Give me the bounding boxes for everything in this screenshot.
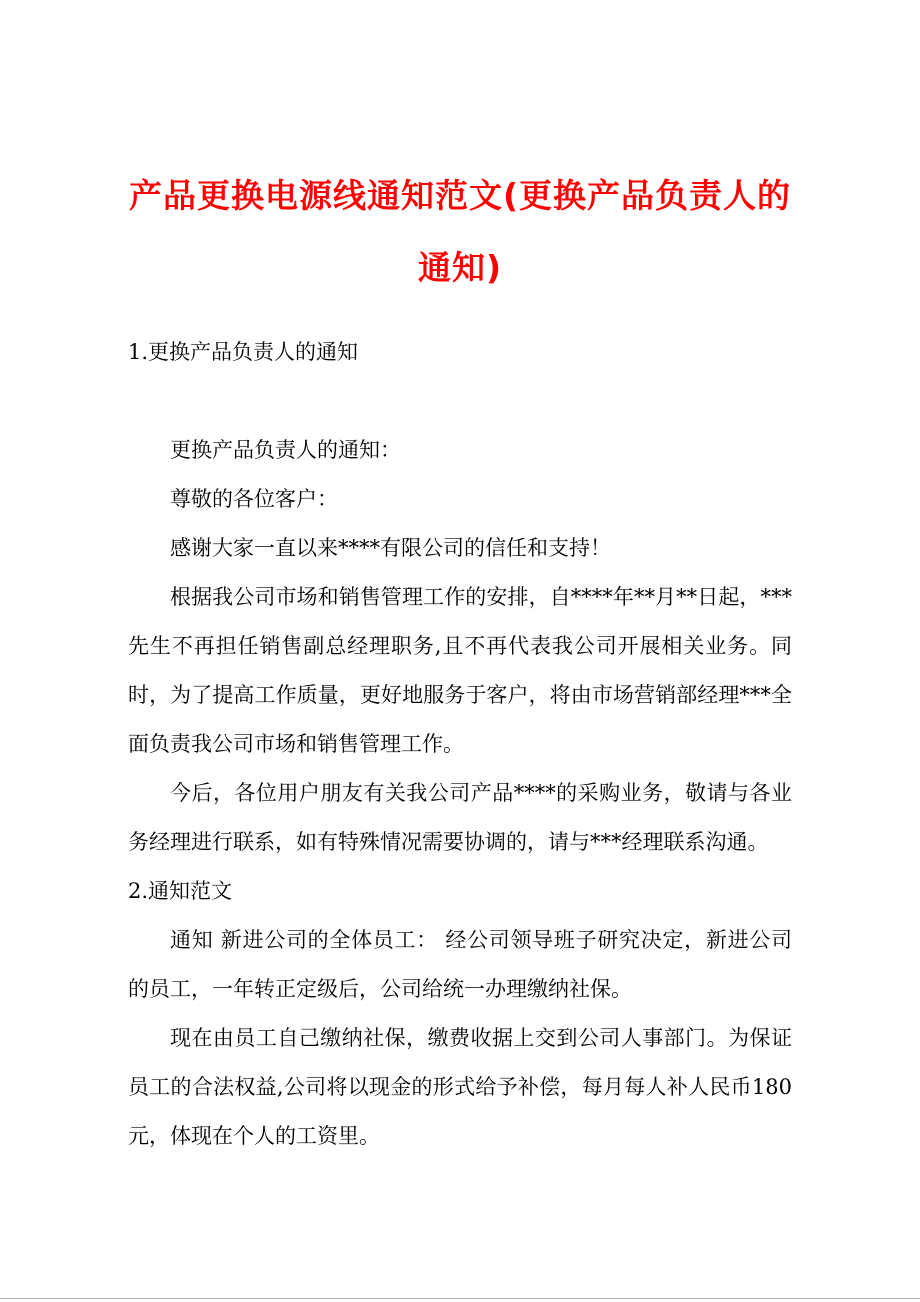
paragraph-contact: 今后，各位用户朋友有关我公司产品****的采购业务，敬请与各业务经理进行联系，如有特殊情况需要协调的，请与***经理联系沟通。	[128, 781, 792, 854]
document-title: 产品更换电源线通知范文(更换产品负责人的通知)	[128, 176, 792, 287]
blank-line	[128, 377, 792, 426]
section-heading-1: 1.更换产品负责人的通知	[128, 340, 359, 364]
paragraph-social-insurance: 现在由员工自己缴纳社保，缴费收据上交到公司人事部门。为保证员工的合法权益,公司将以现金的形式给予补偿，每月每人补人民币180元，体现在个人的工资里。	[128, 1026, 792, 1148]
paragraph-salutation: 尊敬的各位客户：	[170, 487, 338, 511]
paragraph-notice-title: 更换产品负责人的通知：	[170, 438, 401, 462]
page-bottom-edge	[0, 1298, 920, 1299]
paragraph-notice-employees: 通知 新进公司的全体员工： 经公司领导班子研究决定，新进公司的员工，一年转正定级后，公司给统一办理缴纳社保。	[128, 928, 792, 1001]
paragraph-thanks: 感谢大家一直以来****有限公司的信任和支持！	[170, 536, 611, 560]
paragraph-announcement: 根据我公司市场和销售管理工作的安排，自****年**月**日起，***先生不再担任销售副总经理职务,且不再代表我公司开展相关业务。同时，为了提高工作质量，更好地服务于客户，将由市场营销部经理***全面负责我公司市场和销售管理工作。	[128, 585, 792, 756]
section-heading-2: 2.通知范文	[128, 879, 233, 903]
